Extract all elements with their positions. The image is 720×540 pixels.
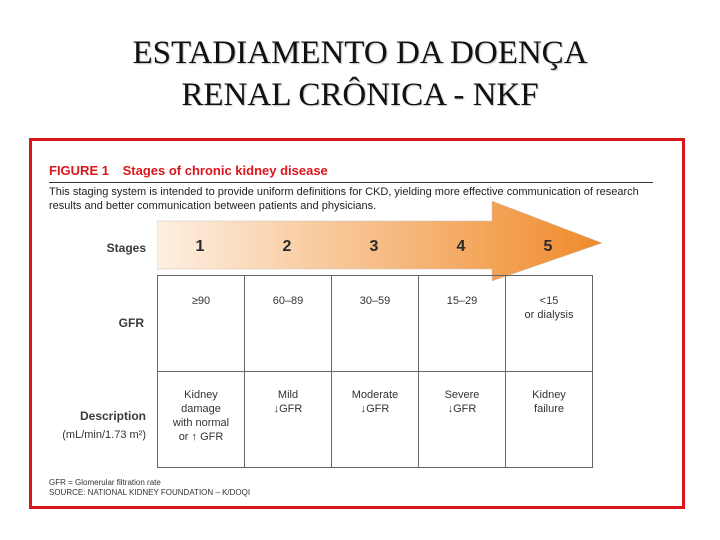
gfr-cell-stage-1: ≥90	[191, 295, 211, 307]
slide-title	[0, 32, 720, 116]
figure-panel	[29, 138, 685, 509]
figure-intro: This staging system is intended to provide uniform definitions for CKD, yielding more effective communication of research results and better communication between patients and physicians.	[49, 186, 639, 212]
gfr-row-label: GFR	[118, 316, 144, 330]
figure-footnote: GFR = Glomerular filtration rate	[49, 478, 161, 487]
slide-title-line-2: RENAL CRÔNICA - NKF	[181, 77, 539, 113]
description-cell-stage-4: Severe ↓GFR	[444, 389, 480, 415]
stage-number-1: 1	[195, 238, 205, 255]
figure-title: Stages of chronic kidney disease	[122, 163, 328, 178]
figure-number: FIGURE 1	[49, 163, 109, 178]
description-cell-stage-2: Mild ↓GFR	[273, 389, 303, 415]
description-unit: (mL/min/1.73 m²)	[62, 429, 146, 441]
figure-heading	[49, 163, 328, 178]
figure-source: SOURCE: NATIONAL KIDNEY FOUNDATION – K/DOQI	[49, 488, 251, 497]
heading-divider	[49, 182, 653, 183]
description-cell-stage-3: Moderate ↓GFR	[351, 389, 399, 415]
gfr-cell-stage-5: <15 or dialysis	[524, 295, 574, 321]
stage-number-2: 2	[282, 238, 292, 255]
stage-number-5: 5	[543, 238, 553, 255]
stages-table	[157, 275, 593, 468]
slide-title-line-1: ESTADIAMENTO DA DOENÇA	[132, 35, 588, 71]
description-cell-stage-5: Kidney failure	[532, 389, 566, 415]
gfr-cell-stage-4: 15–29	[446, 295, 478, 307]
row-divider	[158, 371, 592, 372]
gfr-cell-stage-3: 30–59	[359, 295, 391, 307]
stage-number-3: 3	[369, 238, 379, 255]
description-row-label: Description	[79, 409, 146, 423]
description-cell-stage-1: Kidney damage with normal or ↑ GFR	[172, 389, 230, 443]
gfr-cell-stage-2: 60–89	[272, 295, 304, 307]
stage-number-4: 4	[456, 238, 466, 255]
stages-row-label: Stages	[106, 241, 146, 255]
